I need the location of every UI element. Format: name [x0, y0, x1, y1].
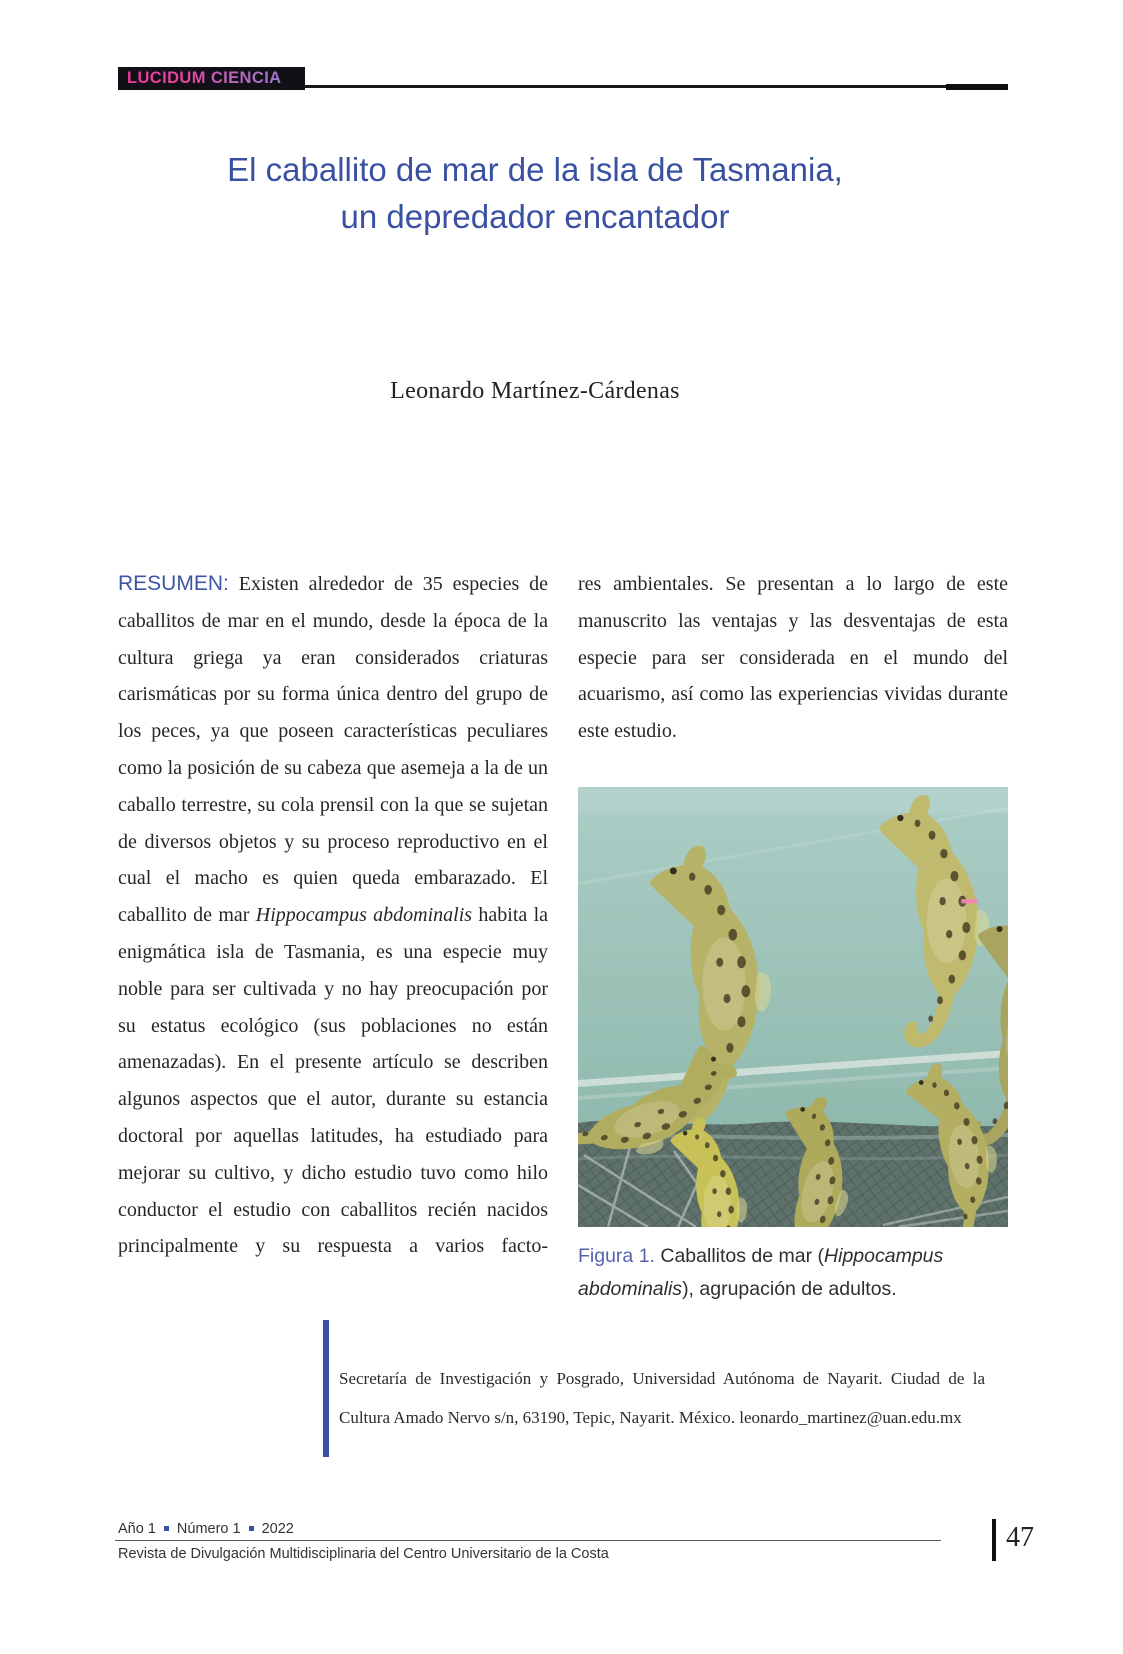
abstract-label: RESUMEN:	[118, 572, 229, 595]
figure-1	[578, 787, 1008, 1227]
caption-species: Hippocampus abdominalis	[578, 1245, 944, 1300]
separator-square-icon	[249, 1526, 254, 1531]
figure-caption	[578, 1240, 990, 1306]
abstract-paragraph-left	[118, 566, 548, 1265]
pink-marker	[961, 899, 978, 904]
issue-year: Año 1	[118, 1521, 156, 1537]
author-name: Leonardo Martínez-Cárdenas	[390, 378, 680, 404]
title-line-2: un depredador encantador	[340, 198, 730, 235]
page-number: 47	[1006, 1522, 1034, 1553]
issue-date: 2022	[261, 1521, 294, 1537]
header-rule-end	[946, 84, 1008, 90]
title-line-1: El caballito de mar de la isla de Tasmania,	[227, 151, 843, 188]
caption-text-end: ), agrupación de adultos.	[682, 1278, 897, 1300]
seahorses-photo	[578, 787, 1008, 1227]
abstract-text-1: Existen alrededor de 35 especies de caballitos de mar en el mundo, desde la época de la cultura griega ya eran considerados criaturas carismáticas por su forma única dentro del grupo de los peces, ya que poseen características peculiares como la posición de su cabeza que asemeja a la de un caballo terrestre, su cola prensil con la que se sujetan de diversos objetos y su proceso reproductivo en el cual el macho es quien queda embarazado. El caballito de mar	[118, 573, 548, 927]
abstract-text-2: habita la enigmática isla de Tasmania, es una especie muy noble para ser cultivada y no hay preocupación por su estatus ecológico (sus poblaciones no están amenazadas). En el presente artículo se describen algunos aspectos que el autor, durante su estancia doctoral por aquellas latitudes, ha estudiado para mejorar su cultivo, y dicho estudio tuvo como hilo conductor el estudio con caballitos recién nacidos principalmente y su respuesta a varios facto-	[118, 904, 548, 1258]
abstract-column-right	[578, 566, 1008, 750]
abstract-column-left	[118, 566, 548, 1265]
page-title	[118, 146, 952, 240]
journal-name: Revista de Divulgación Multidisciplinaria del Centro Universitario de la Costa	[118, 1546, 609, 1562]
figure-label: Figura 1.	[578, 1245, 655, 1267]
page-number-bar	[992, 1519, 996, 1561]
header-rule	[305, 85, 946, 88]
footer-rule	[115, 1540, 941, 1541]
caption-text: Caballitos de mar (	[654, 1245, 825, 1267]
affiliation-text: Secretaría de Investigación y Posgrado, Universidad Autónoma de Nayarit. Ciudad de la Cultura Amado Nervo s/n, 63190, Tepic, Nayarit. México. leonardo_​martinez@uan.edu.mx	[339, 1369, 985, 1427]
abstract-paragraph-right: res ambientales. Se presentan a lo largo de este manuscrito las ventajas y las desventajas de esta especie para ser considerada en el mundo del acuarismo, así como las experiencias vividas durante este estudio.	[578, 573, 1008, 743]
issue-info	[118, 1521, 294, 1537]
issue-number: Número 1	[176, 1521, 241, 1537]
brand-logo	[118, 67, 305, 90]
separator-square-icon	[164, 1526, 169, 1531]
affiliation-accent-bar	[323, 1320, 329, 1457]
species-name: Hippocampus abdominalis	[255, 904, 473, 927]
brand-title: LUCIDUM CIENCIA	[118, 67, 305, 90]
